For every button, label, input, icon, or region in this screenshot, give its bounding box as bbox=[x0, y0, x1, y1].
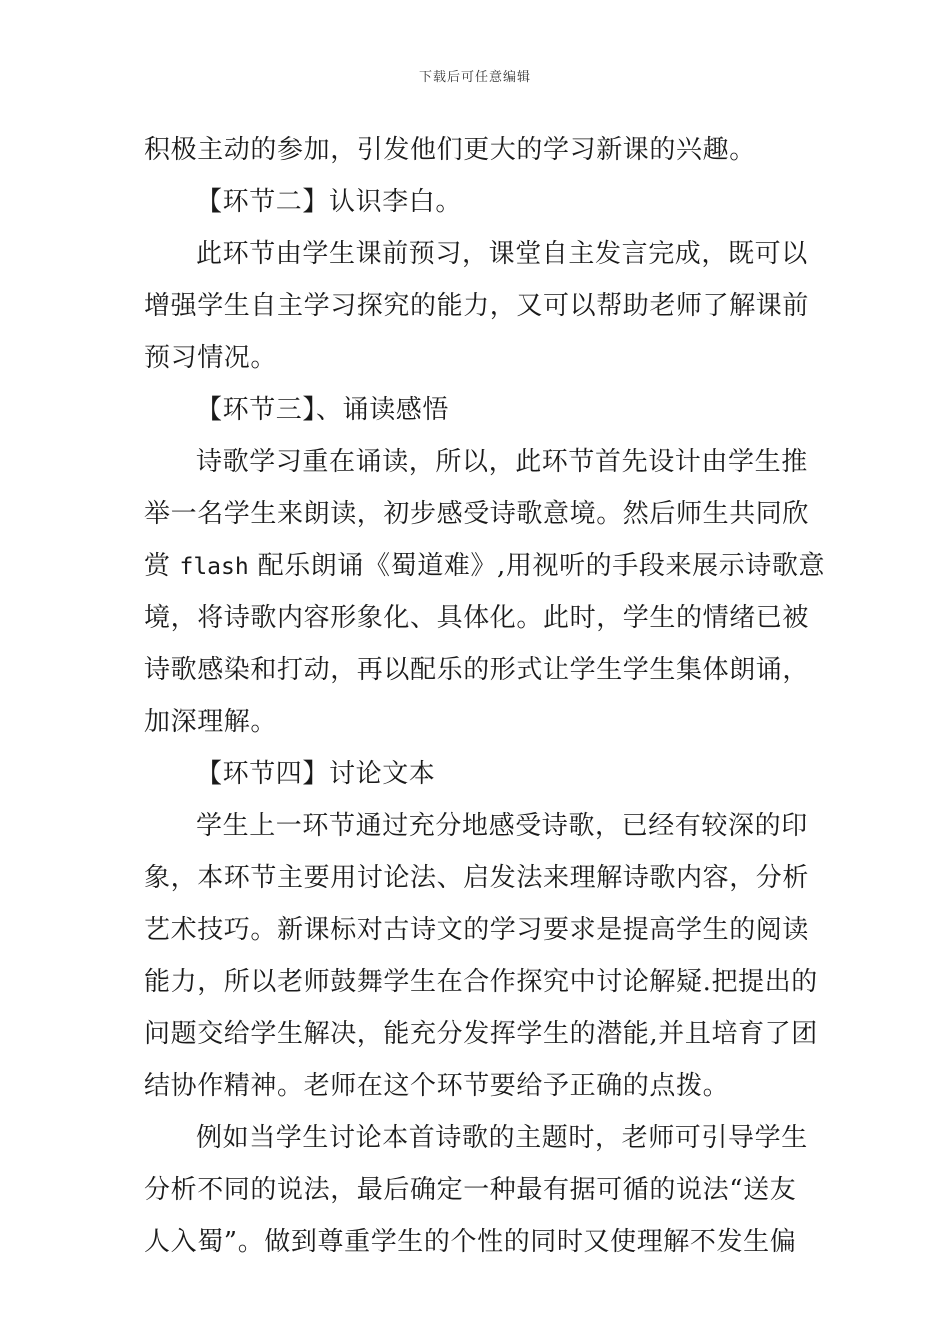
paragraph-line: 结协作精神。老师在这个环节要给予正确的点拨。 bbox=[144, 1071, 730, 1101]
paragraph-line: 分析不同的说法，最后确定一种最有据可循的说法“送友 bbox=[144, 1175, 797, 1205]
paragraph-line: 举一名学生来朗读，初步感受诗歌意境。然后师生共同欣 bbox=[144, 499, 810, 529]
paragraph-line: 能力，所以老师鼓舞学生在合作探究中讨论解疑.把提出的 bbox=[144, 967, 818, 997]
paragraph-line: 艺术技巧。新课标对古诗文的学习要求是提高学生的阅读 bbox=[144, 915, 810, 945]
paragraph-line: 人入蜀”。做到尊重学生的个性的同时又使理解不发生偏 bbox=[144, 1227, 797, 1257]
section-heading: 【环节三】、诵读感悟 bbox=[196, 395, 450, 425]
paragraph-line: 积极主动的参加，引发他们更大的学习新课的兴趣。 bbox=[144, 135, 756, 165]
paragraph-line: 此环节由学生课前预习，课堂自主发言完成，既可以 bbox=[196, 239, 808, 269]
text-run: 配乐朗诵《蜀道难》,用视听的手段来展示诗歌意 bbox=[257, 551, 826, 581]
paragraph-line: 增强学生自主学习探究的能力，又可以帮助老师了解课前 bbox=[144, 291, 810, 321]
paragraph-line: 诗歌学习重在诵读，所以，此环节首先设计由学生推 bbox=[196, 447, 808, 477]
paragraph-line: 问题交给学生解决，能充分发挥学生的潜能,并且培育了团 bbox=[144, 1019, 818, 1049]
document-body bbox=[144, 124, 826, 1268]
paragraph-line: 例如当学生讨论本首诗歌的主题时，老师可引导学生 bbox=[196, 1123, 808, 1153]
paragraph-line: 加深理解。 bbox=[144, 707, 278, 737]
paragraph-line: 境，将诗歌内容形象化、具体化。此时，学生的情绪已被 bbox=[144, 603, 810, 633]
page-header: 下载后可任意编辑 bbox=[418, 70, 531, 85]
latin-text-run: flash bbox=[179, 554, 249, 580]
paragraph-line: 学生上一环节通过充分地感受诗歌，已经有较深的印 bbox=[196, 811, 808, 841]
text-run: 赏 bbox=[144, 551, 171, 581]
paragraph-line: 预习情况。 bbox=[144, 343, 278, 373]
section-heading: 【环节二】认识李白。 bbox=[196, 187, 463, 217]
section-heading: 【环节四】讨论文本 bbox=[196, 759, 436, 789]
paragraph-line: 诗歌感染和打动，再以配乐的形式让学生学生集体朗诵， bbox=[144, 655, 810, 685]
paragraph-line bbox=[144, 540, 826, 592]
paragraph-line: 象，本环节主要用讨论法、启发法来理解诗歌内容，分析 bbox=[144, 863, 810, 893]
